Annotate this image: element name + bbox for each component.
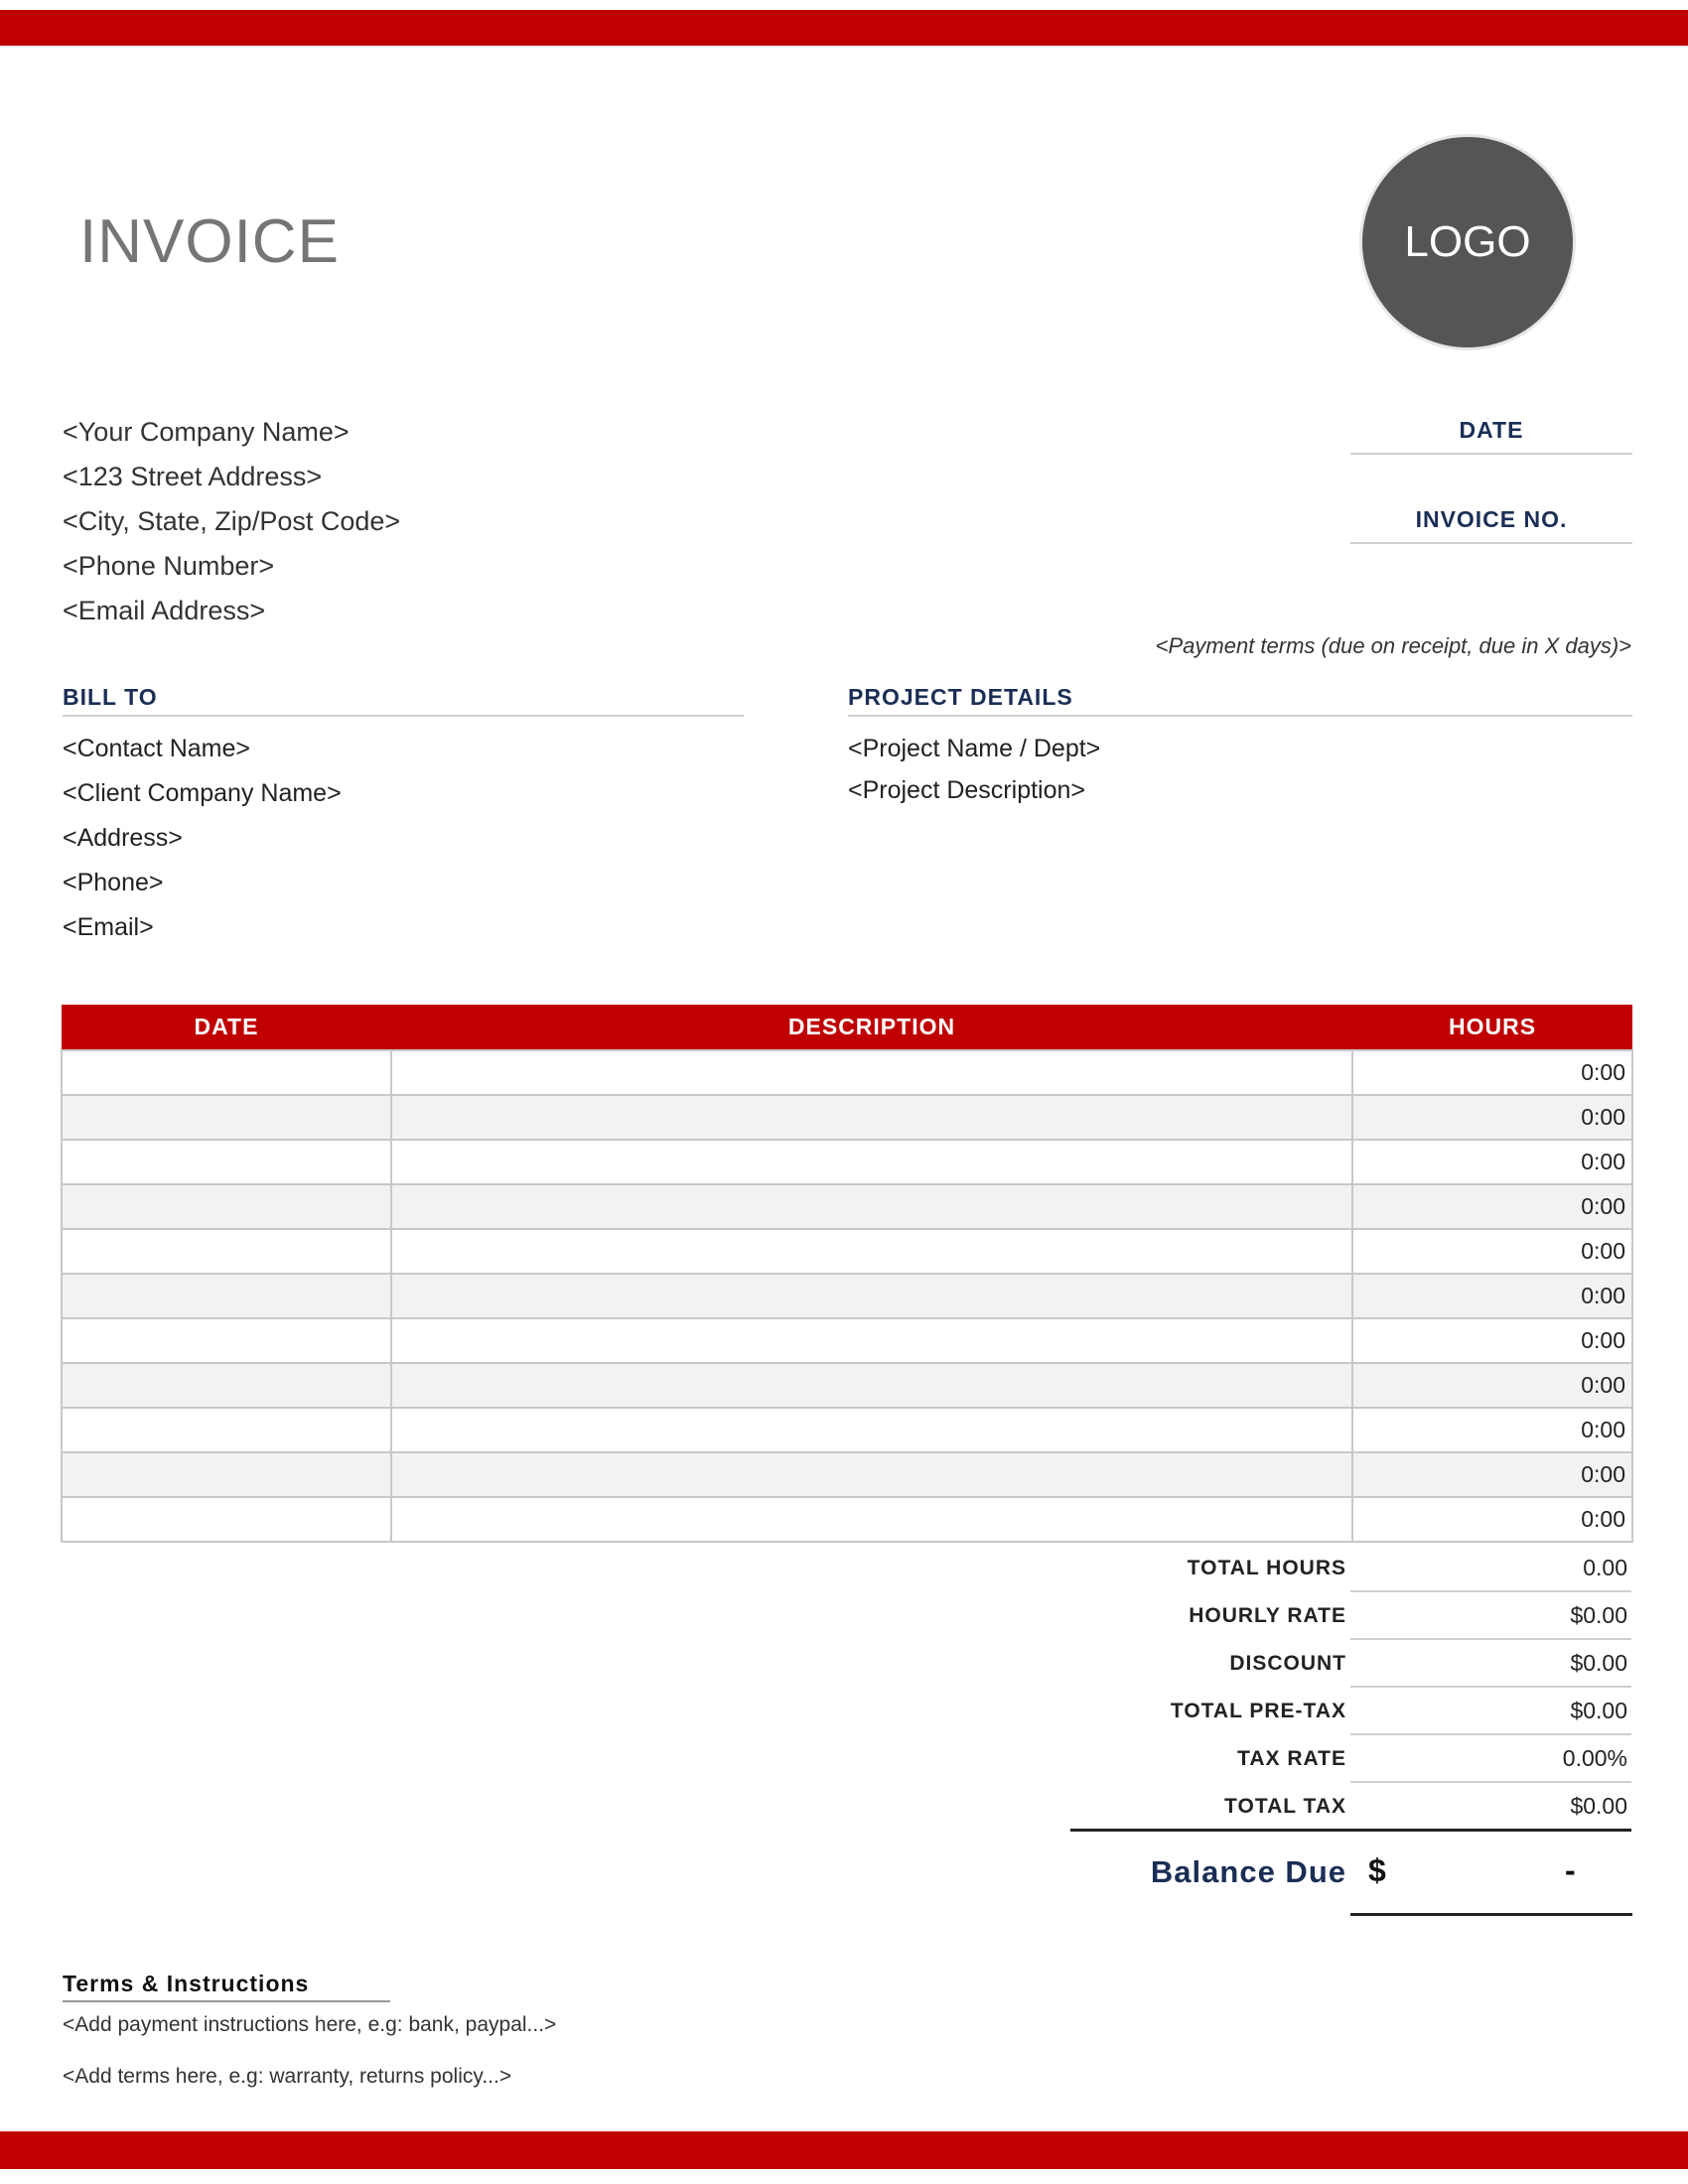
cell-description[interactable]	[391, 1318, 1352, 1363]
cell-date[interactable]	[62, 1095, 391, 1140]
cell-hours[interactable]: 0:00	[1352, 1095, 1632, 1140]
tax-rate-value[interactable]: 0.00%	[1562, 1745, 1627, 1771]
top-accent-bar	[0, 10, 1688, 46]
total-hours-label: TOTAL HOURS	[1187, 1557, 1346, 1579]
cell-hours[interactable]: 0:00	[1352, 1452, 1632, 1497]
tax-rate-row	[1070, 1735, 1631, 1783]
total-pre-tax-row	[1070, 1688, 1631, 1735]
cell-hours[interactable]: 0:00	[1352, 1497, 1632, 1542]
hourly-rate-value[interactable]: $0.00	[1570, 1602, 1627, 1628]
cell-hours[interactable]: 0:00	[1352, 1408, 1632, 1452]
table-row	[62, 1318, 1632, 1363]
date-field-line[interactable]	[1350, 453, 1632, 455]
company-street[interactable]: <123 Street Address>	[63, 462, 323, 491]
discount-label: DISCOUNT	[1229, 1652, 1346, 1675]
balance-due-currency: $	[1368, 1852, 1386, 1888]
line-items-table	[61, 1005, 1633, 1543]
payment-terms[interactable]: <Payment terms (due on receipt, due in X days)>	[1155, 633, 1631, 658]
cell-hours[interactable]: 0:00	[1352, 1229, 1632, 1274]
total-pre-tax-value: $0.00	[1570, 1698, 1627, 1723]
table-row	[62, 1363, 1632, 1408]
cell-date[interactable]	[62, 1452, 391, 1497]
table-row	[62, 1050, 1632, 1095]
discount-row	[1070, 1640, 1631, 1688]
invoice-no-field-line[interactable]	[1350, 542, 1632, 544]
tax-rate-label: TAX RATE	[1237, 1747, 1346, 1770]
balance-due-underline	[1350, 1913, 1632, 1916]
table-header-row	[62, 1005, 1632, 1050]
balance-due-value: -	[1565, 1852, 1576, 1888]
bill-to-details	[63, 735, 342, 958]
balance-due-label: Balance Due	[1150, 1854, 1346, 1889]
col-header-date: DATE	[62, 1005, 391, 1050]
cell-description[interactable]	[391, 1408, 1352, 1452]
logo-placeholder	[1362, 137, 1573, 347]
hourly-rate-row	[1070, 1592, 1631, 1640]
terms-heading: Terms & Instructions	[63, 1971, 310, 1996]
company-phone[interactable]: <Phone Number>	[63, 551, 275, 581]
cell-date[interactable]	[62, 1229, 391, 1274]
cell-description[interactable]	[391, 1452, 1352, 1497]
cell-date[interactable]	[62, 1497, 391, 1542]
cell-date[interactable]	[62, 1184, 391, 1229]
total-tax-label: TOTAL TAX	[1224, 1795, 1346, 1818]
project-details	[848, 735, 1100, 821]
bottom-accent-bar	[0, 2131, 1688, 2169]
cell-description[interactable]	[391, 1497, 1352, 1542]
project-description[interactable]: <Project Description>	[848, 776, 1086, 804]
terms-underline	[63, 2000, 390, 2002]
terms-text[interactable]: <Add terms here, e.g: warranty, returns policy...>	[63, 2065, 512, 2088]
bill-to-company[interactable]: <Client Company Name>	[63, 779, 342, 807]
col-header-hours: HOURS	[1352, 1005, 1632, 1050]
cell-description[interactable]	[391, 1095, 1352, 1140]
invoice-no-label: INVOICE NO.	[1415, 506, 1568, 532]
cell-date[interactable]	[62, 1408, 391, 1452]
table-row	[62, 1452, 1632, 1497]
bill-to-address[interactable]: <Address>	[63, 824, 183, 852]
project-details-heading: PROJECT DETAILS	[848, 684, 1073, 710]
project-details-underline	[848, 715, 1632, 717]
invoice-title: INVOICE	[79, 207, 340, 276]
balance-divider	[1070, 1829, 1631, 1832]
table-row	[62, 1229, 1632, 1274]
bill-to-phone[interactable]: <Phone>	[63, 869, 164, 896]
table-row	[62, 1274, 1632, 1318]
cell-hours[interactable]: 0:00	[1352, 1318, 1632, 1363]
payment-instructions[interactable]: <Add payment instructions here, e.g: bank, paypal...>	[63, 2013, 557, 2036]
cell-description[interactable]	[391, 1274, 1352, 1318]
table-row	[62, 1184, 1632, 1229]
logo-text: LOGO	[1404, 217, 1531, 266]
cell-date[interactable]	[62, 1318, 391, 1363]
cell-date[interactable]	[62, 1363, 391, 1408]
cell-hours[interactable]: 0:00	[1352, 1274, 1632, 1318]
cell-hours[interactable]: 0:00	[1352, 1050, 1632, 1095]
bill-to-underline	[63, 715, 744, 717]
bill-to-email[interactable]: <Email>	[63, 913, 154, 941]
cell-description[interactable]	[391, 1363, 1352, 1408]
cell-hours[interactable]: 0:00	[1352, 1184, 1632, 1229]
cell-description[interactable]	[391, 1050, 1352, 1095]
date-label: DATE	[1459, 417, 1524, 443]
cell-description[interactable]	[391, 1140, 1352, 1184]
cell-description[interactable]	[391, 1229, 1352, 1274]
table-row	[62, 1095, 1632, 1140]
bill-to-contact[interactable]: <Contact Name>	[63, 735, 250, 762]
total-hours-value: 0.00	[1583, 1555, 1627, 1580]
cell-date[interactable]	[62, 1140, 391, 1184]
table-row	[62, 1497, 1632, 1542]
total-hours-row	[1070, 1545, 1631, 1592]
cell-date[interactable]	[62, 1274, 391, 1318]
project-name[interactable]: <Project Name / Dept>	[848, 735, 1101, 762]
total-pre-tax-label: TOTAL PRE-TAX	[1170, 1700, 1346, 1722]
discount-value[interactable]: $0.00	[1570, 1650, 1627, 1676]
col-header-description: DESCRIPTION	[391, 1005, 1352, 1050]
hourly-rate-label: HOURLY RATE	[1189, 1604, 1346, 1627]
bill-to-heading: BILL TO	[63, 684, 158, 710]
total-tax-value: $0.00	[1570, 1793, 1627, 1819]
cell-hours[interactable]: 0:00	[1352, 1363, 1632, 1408]
table-row	[62, 1408, 1632, 1452]
company-name[interactable]: <Your Company Name>	[63, 417, 350, 447]
company-email[interactable]: <Email Address>	[63, 596, 266, 625]
company-info	[63, 417, 400, 640]
company-city[interactable]: <City, State, Zip/Post Code>	[63, 506, 401, 536]
cell-hours[interactable]: 0:00	[1352, 1140, 1632, 1184]
cell-description[interactable]	[391, 1184, 1352, 1229]
cell-date[interactable]	[62, 1050, 391, 1095]
table-row	[62, 1140, 1632, 1184]
total-tax-row	[1070, 1783, 1631, 1831]
